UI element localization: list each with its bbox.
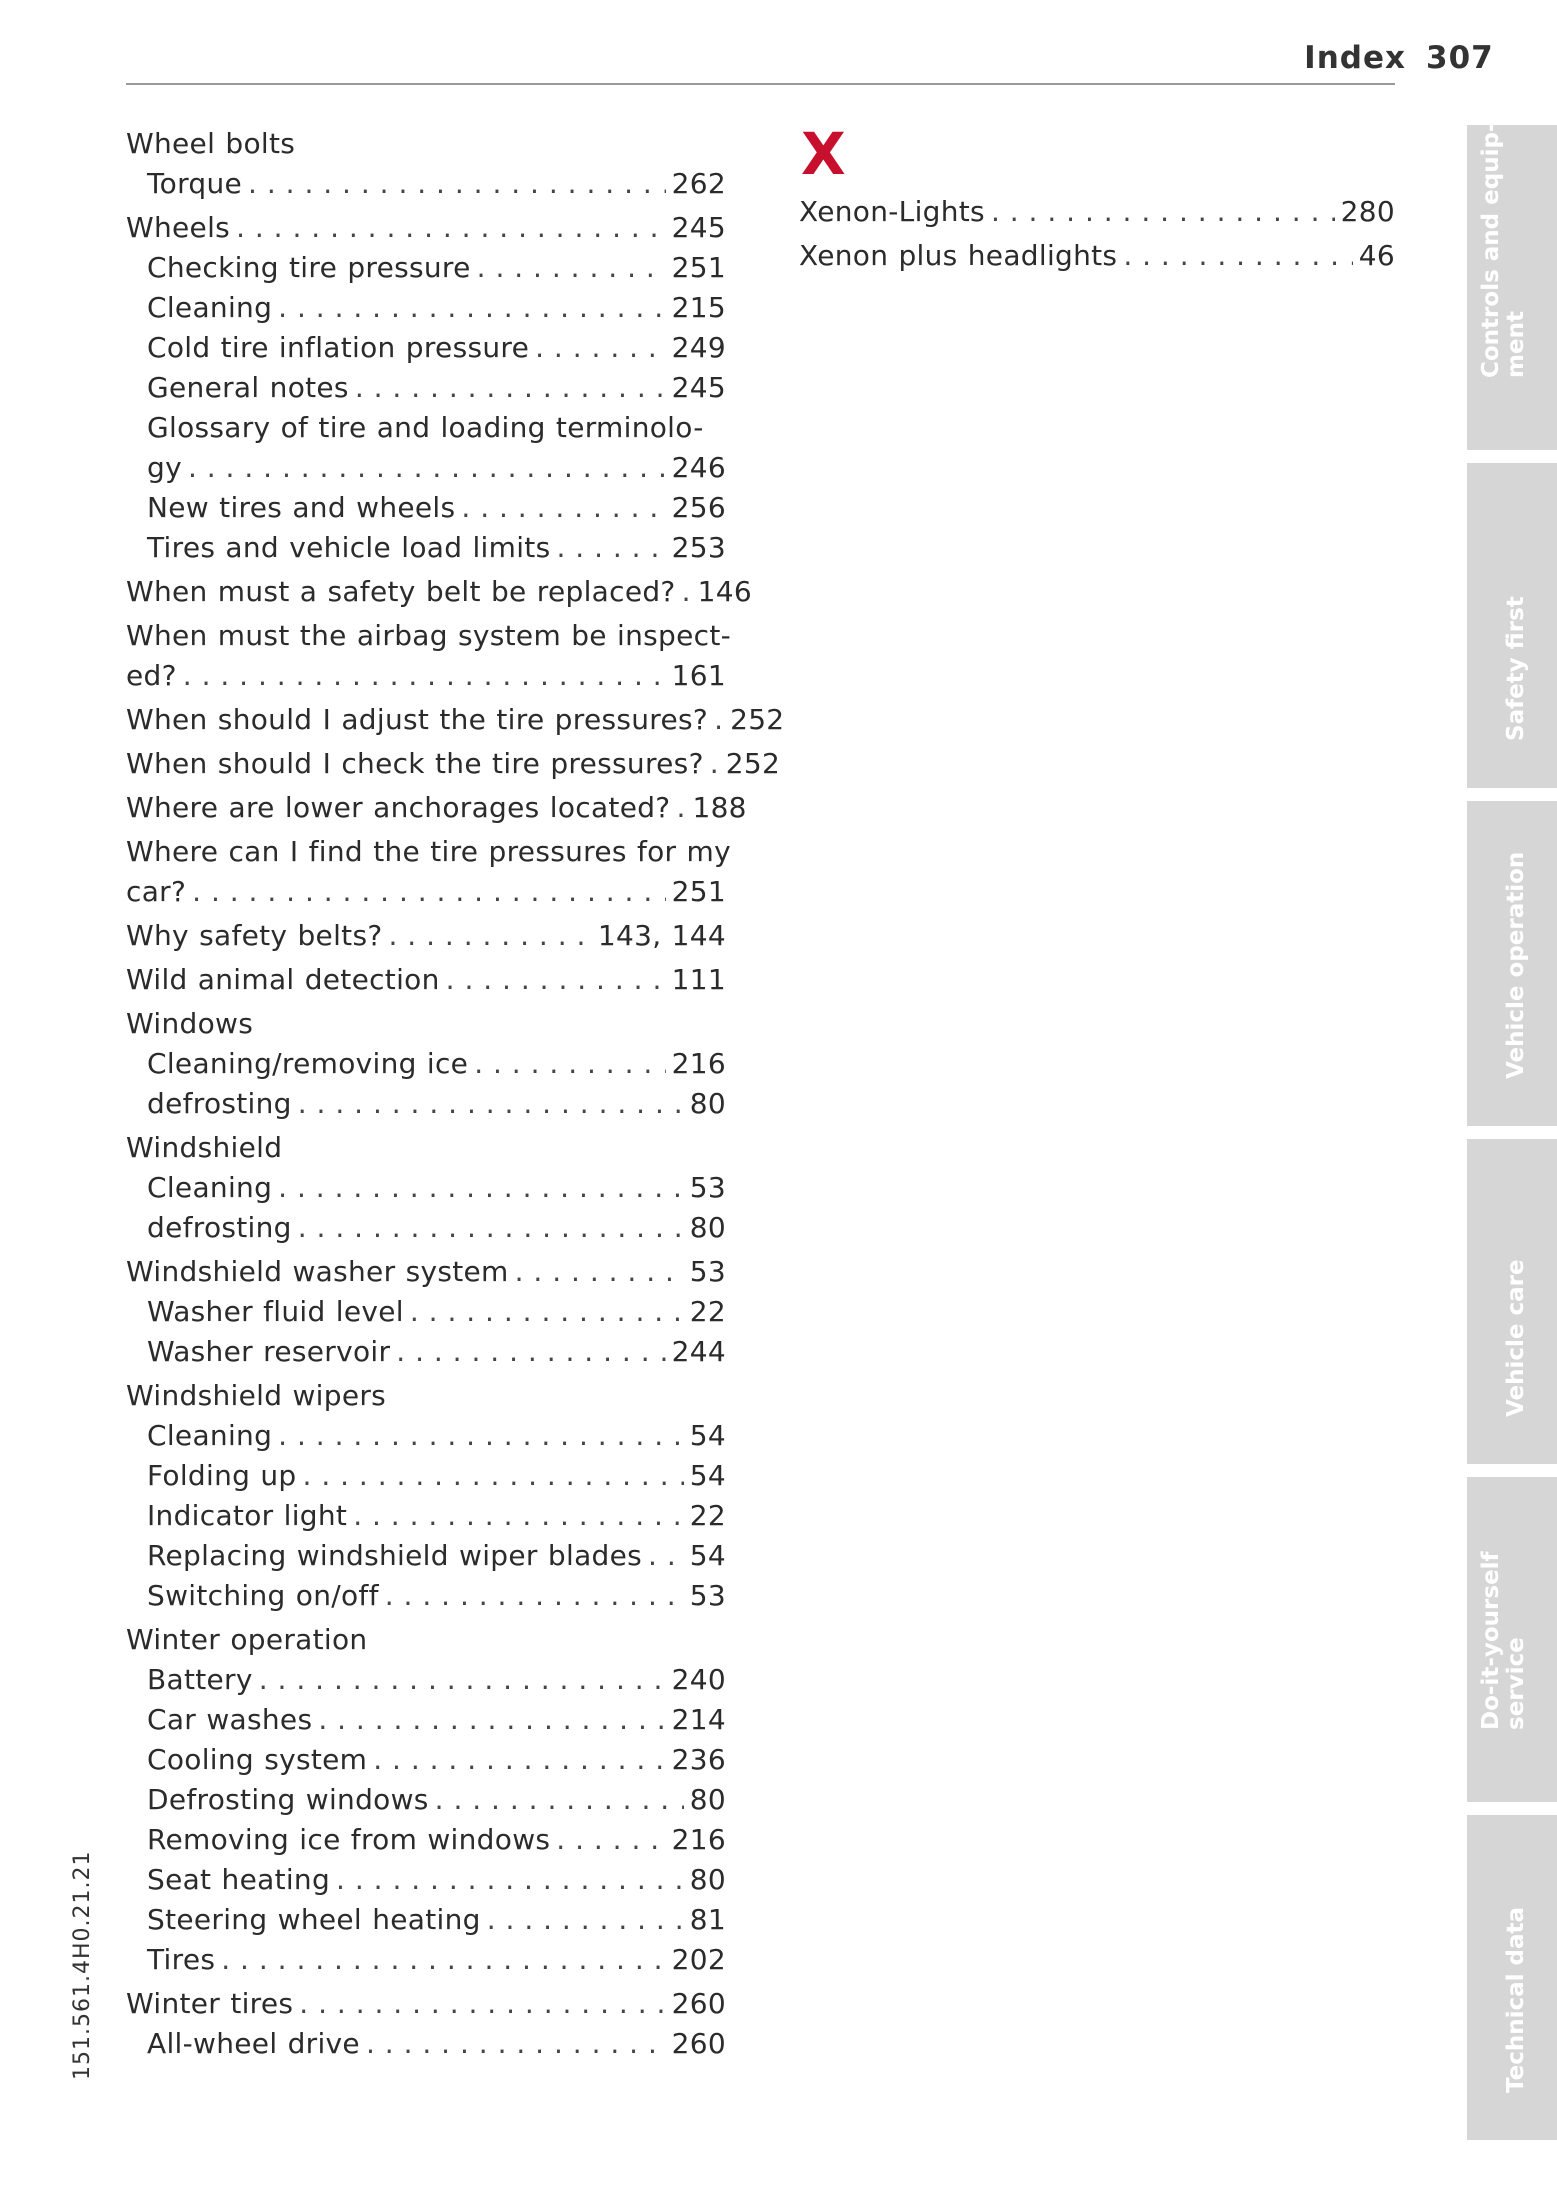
page-ref[interactable]: 260 xyxy=(671,1987,726,2020)
page-ref[interactable]: 215 xyxy=(671,291,726,324)
entry-label: Winter tires xyxy=(126,1987,294,2020)
dot-leader xyxy=(188,448,666,488)
entry-label: Cleaning xyxy=(147,291,273,324)
index-entry[interactable] xyxy=(126,744,781,784)
dot-leader xyxy=(682,572,692,612)
entry-label: Washer reservoir xyxy=(147,1335,391,1368)
page-ref[interactable]: 240 xyxy=(671,1663,726,1696)
dot-leader xyxy=(236,208,666,248)
entry-label: When must a safety belt be replaced? xyxy=(126,575,676,608)
index-subentry[interactable] xyxy=(126,1940,726,1980)
index-entry[interactable] xyxy=(799,192,1395,232)
entry-label: Tires and vehicle load limits xyxy=(147,531,551,564)
index-subentry[interactable] xyxy=(126,408,726,488)
index-subentry[interactable] xyxy=(126,1416,726,1456)
index-subentry[interactable] xyxy=(126,1496,726,1536)
chapter-tab-technical-data[interactable] xyxy=(1467,1815,1557,2140)
index-subentry[interactable] xyxy=(126,1208,726,1248)
chapter-tab-label: Vehicle care xyxy=(1503,1259,1529,1417)
page-ref[interactable]: 251 xyxy=(671,251,726,284)
entry-label: Battery xyxy=(147,1663,253,1696)
index-subentry[interactable] xyxy=(126,1044,726,1084)
index-subentry[interactable] xyxy=(126,1700,726,1740)
index-subentry[interactable] xyxy=(126,1576,726,1616)
page-ref[interactable]: 202 xyxy=(671,1943,726,1976)
dot-leader xyxy=(355,368,666,408)
dot-leader xyxy=(474,1044,665,1084)
entry-label: Torque xyxy=(147,167,243,200)
dot-leader xyxy=(299,1984,665,2024)
index-entry[interactable] xyxy=(126,208,726,248)
entry-label: Checking tire pressure xyxy=(147,251,471,284)
page-ref[interactable]: 146 xyxy=(697,575,752,608)
index-entry[interactable] xyxy=(126,572,752,612)
page-ref[interactable]: 253 xyxy=(671,531,726,564)
dot-leader xyxy=(991,192,1335,232)
chapter-tab-diy-service[interactable] xyxy=(1467,1477,1557,1802)
page-ref[interactable]: 111 xyxy=(671,963,726,996)
entry-label: Cooling system xyxy=(147,1743,368,1776)
dot-leader xyxy=(353,1496,684,1536)
index-subentry[interactable] xyxy=(126,1740,726,1780)
dot-leader xyxy=(366,2024,666,2064)
page-number: 307 xyxy=(1426,40,1494,76)
entry-label: Switching on/off xyxy=(147,1579,379,1612)
entry-label: Where are lower anchorages located? xyxy=(126,791,671,824)
dot-leader xyxy=(278,288,665,328)
page-ref[interactable]: 80 xyxy=(689,1211,726,1244)
page-ref[interactable]: 81 xyxy=(689,1903,726,1936)
dot-leader xyxy=(385,1576,684,1616)
index-entry[interactable] xyxy=(126,960,726,1000)
page-ref[interactable]: 244 xyxy=(671,1335,726,1368)
page-ref[interactable]: 249 xyxy=(671,331,726,364)
entry-label: Wild animal detection xyxy=(126,963,440,996)
chapter-tab-label: Technical data xyxy=(1503,1906,1529,2093)
entry-label-line1: Where can I find the tire pressures for my xyxy=(126,835,732,868)
index-column-left xyxy=(126,124,785,2064)
page-ref[interactable]: 80 xyxy=(689,1783,726,1816)
dot-leader xyxy=(192,872,666,912)
index-subentry[interactable] xyxy=(126,288,726,328)
entry-label: Washer fluid level xyxy=(147,1295,404,1328)
entry-label: Replacing windshield wiper blades xyxy=(147,1539,643,1572)
index-entry[interactable] xyxy=(126,916,726,956)
dot-leader xyxy=(515,1252,684,1292)
entry-label: Cleaning xyxy=(147,1171,273,1204)
dot-leader xyxy=(259,1660,666,1700)
dot-leader xyxy=(410,1292,684,1332)
entry-label-line1: Glossary of tire and loading terminolo- xyxy=(147,411,704,444)
page-ref[interactable]: 216 xyxy=(671,1047,726,1080)
entry-label: Windshield washer system xyxy=(126,1255,509,1288)
dot-leader xyxy=(710,744,720,784)
dot-leader xyxy=(487,1900,684,1940)
page-ref[interactable]: 246 xyxy=(671,451,726,484)
dot-leader xyxy=(396,1332,665,1372)
index-entry[interactable] xyxy=(126,832,732,912)
page-ref[interactable]: 245 xyxy=(671,371,726,404)
entry-label: Steering wheel heating xyxy=(147,1903,481,1936)
entry-label: Wheel bolts xyxy=(126,127,296,160)
page-ref[interactable]: 280 xyxy=(1340,195,1395,228)
page-ref[interactable]: 216 xyxy=(671,1823,726,1856)
entry-label: Seat heating xyxy=(147,1863,331,1896)
index-subentry[interactable] xyxy=(126,2024,726,2064)
entry-label: ed? xyxy=(126,659,177,692)
chapter-tab-controls[interactable] xyxy=(1467,122,1557,450)
dot-leader xyxy=(336,1860,684,1900)
entry-label: Windshield xyxy=(126,1131,283,1164)
page-ref[interactable]: 54 xyxy=(689,1539,726,1572)
entry-label: Removing ice from windows xyxy=(147,1823,551,1856)
header-rule xyxy=(126,83,1395,85)
page-ref[interactable]: 22 xyxy=(689,1295,726,1328)
dot-leader xyxy=(556,528,665,568)
entry-label: General notes xyxy=(147,371,349,404)
page-ref[interactable]: 252 xyxy=(725,747,781,780)
entry-label: Cleaning xyxy=(147,1419,273,1452)
entry-label: Xenon plus headlights xyxy=(799,239,1118,272)
dot-leader xyxy=(714,700,724,740)
section-letter: X xyxy=(801,120,846,188)
entry-label: When should I adjust the tire pressures? xyxy=(126,703,709,736)
dot-leader xyxy=(221,1940,665,1980)
page-ref[interactable]: 53 xyxy=(689,1255,726,1288)
page-ref[interactable]: 256 xyxy=(671,491,726,524)
page-ref[interactable]: 80 xyxy=(689,1863,726,1896)
entry-label: Indicator light xyxy=(147,1499,348,1532)
dot-leader xyxy=(477,248,666,288)
index-subentry[interactable] xyxy=(126,1168,726,1208)
index-entry xyxy=(126,1128,726,1168)
dot-leader xyxy=(556,1820,665,1860)
entry-label: Cold tire inflation pressure xyxy=(147,331,530,364)
index-subentry[interactable] xyxy=(126,1900,726,1940)
chapter-tab-vehicle-care[interactable] xyxy=(1467,1139,1557,1464)
dot-leader xyxy=(535,328,666,368)
index-entry xyxy=(126,124,726,164)
page-ref[interactable]: 53 xyxy=(689,1171,726,1204)
index-entry[interactable] xyxy=(126,1252,726,1292)
dot-leader xyxy=(389,916,592,956)
index-subentry[interactable] xyxy=(126,488,726,528)
index-entry[interactable] xyxy=(126,1984,726,2024)
entry-label: Cleaning/removing ice xyxy=(147,1047,469,1080)
entry-label-line1: When must the airbag system be inspect- xyxy=(126,619,732,652)
index-subentry[interactable] xyxy=(126,368,726,408)
index-entry[interactable] xyxy=(799,236,1395,276)
index-subentry[interactable] xyxy=(126,1292,726,1332)
dot-leader xyxy=(278,1168,684,1208)
chapter-tab-label: Vehicle operation xyxy=(1503,851,1529,1079)
index-subentry[interactable] xyxy=(126,1780,726,1820)
index-subentry[interactable] xyxy=(126,1084,726,1124)
entry-label: Defrosting windows xyxy=(147,1783,429,1816)
entry-label: defrosting xyxy=(147,1211,292,1244)
page-ref[interactable]: 251 xyxy=(671,875,726,908)
dot-leader xyxy=(298,1208,684,1248)
entry-label: Tires xyxy=(147,1943,216,1976)
page-ref[interactable]: 46 xyxy=(1358,239,1395,272)
page-ref[interactable]: 252 xyxy=(730,703,785,736)
index-subentry[interactable] xyxy=(126,528,726,568)
index-entry[interactable] xyxy=(126,788,747,828)
entry-label: gy xyxy=(147,451,182,484)
index-subentry[interactable] xyxy=(126,1860,726,1900)
index-subentry[interactable] xyxy=(126,328,726,368)
entry-label: New tires and wheels xyxy=(147,491,456,524)
document-id: 151.561.4H0.21.21 xyxy=(70,1850,95,2080)
dot-leader xyxy=(318,1700,665,1740)
index-subentry[interactable] xyxy=(126,1660,726,1700)
entry-label: car? xyxy=(126,875,187,908)
dot-leader xyxy=(298,1084,684,1124)
index-subentry[interactable] xyxy=(126,1820,726,1860)
chapter-tab-vehicle-operation[interactable] xyxy=(1467,801,1557,1126)
dot-leader xyxy=(183,656,666,696)
dot-leader xyxy=(248,164,666,204)
page-ref[interactable]: 188 xyxy=(692,791,747,824)
entry-label: When should I check the tire pressures? xyxy=(126,747,704,780)
dot-leader xyxy=(446,960,666,1000)
dot-leader xyxy=(676,788,686,828)
index-subentry[interactable] xyxy=(126,1536,726,1576)
page-ref[interactable]: 262 xyxy=(671,167,726,200)
entry-label: defrosting xyxy=(147,1087,292,1120)
entry-label: Winter operation xyxy=(126,1623,368,1656)
index-entry[interactable] xyxy=(126,700,785,740)
index-subentry[interactable] xyxy=(126,1332,726,1372)
page-ref[interactable]: 236 xyxy=(671,1743,726,1776)
header-title: Index xyxy=(1304,40,1406,76)
dot-leader xyxy=(648,1536,684,1576)
dot-leader xyxy=(278,1416,684,1456)
page-ref[interactable]: 214 xyxy=(671,1703,726,1736)
entry-label: Why safety belts? xyxy=(126,919,383,952)
entry-label: Windows xyxy=(126,1007,254,1040)
page-ref[interactable]: 54 xyxy=(689,1419,726,1452)
page-ref[interactable]: 245 xyxy=(671,211,726,244)
index-entry[interactable] xyxy=(126,616,732,696)
page-ref[interactable]: 80 xyxy=(689,1087,726,1120)
chapter-tab-safety[interactable] xyxy=(1467,463,1557,788)
chapter-tab-label: Controls and equip- ment xyxy=(1478,122,1529,378)
entry-label: Windshield wipers xyxy=(126,1379,387,1412)
page-ref[interactable]: 143, 144 xyxy=(597,919,726,952)
dot-leader xyxy=(461,488,665,528)
index-entry xyxy=(126,1004,726,1044)
page-ref[interactable]: 260 xyxy=(671,2027,726,2060)
chapter-tab-label: Safety first xyxy=(1503,596,1529,741)
entry-label: Car washes xyxy=(147,1703,313,1736)
page-ref[interactable]: 54 xyxy=(689,1459,726,1492)
dot-leader xyxy=(1123,236,1352,276)
index-subentry[interactable] xyxy=(126,248,726,288)
page-ref[interactable]: 53 xyxy=(689,1579,726,1612)
dot-leader xyxy=(435,1780,684,1820)
entry-label: Wheels xyxy=(126,211,231,244)
page-ref[interactable]: 22 xyxy=(689,1499,726,1532)
entry-label: All-wheel drive xyxy=(147,2027,360,2060)
index-column-right xyxy=(799,120,1395,276)
index-entry xyxy=(126,1620,726,1660)
index-entry xyxy=(126,1376,726,1416)
entry-label: Xenon-Lights xyxy=(799,195,985,228)
entry-label: Folding up xyxy=(147,1459,297,1492)
index-subentry[interactable] xyxy=(126,1456,726,1496)
index-subentry[interactable] xyxy=(126,164,726,204)
chapter-tab-label: Do-it-yourself service xyxy=(1478,1551,1529,1730)
page-ref[interactable]: 161 xyxy=(671,659,726,692)
dot-leader xyxy=(303,1456,684,1496)
dot-leader xyxy=(373,1740,665,1780)
